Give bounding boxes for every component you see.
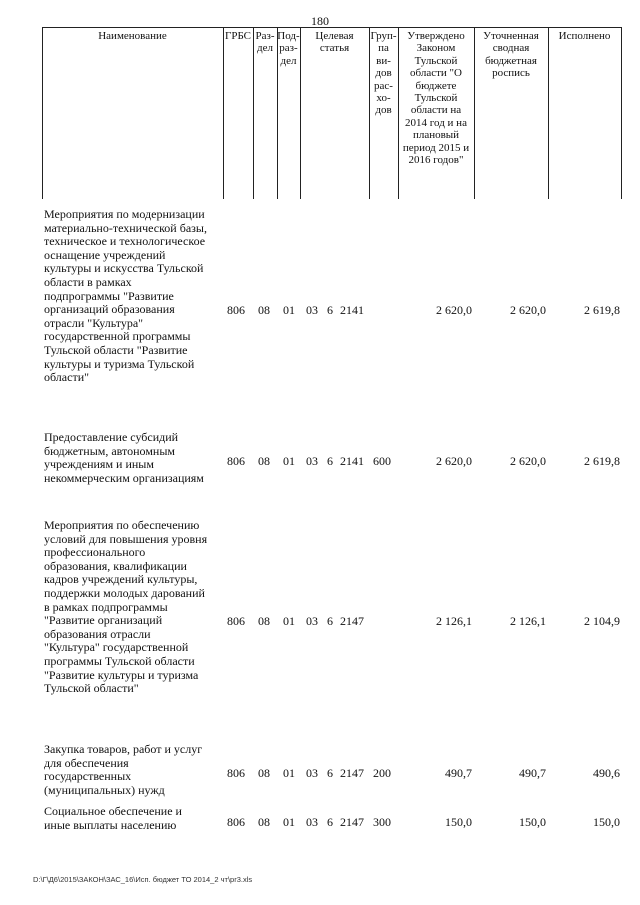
header-top-border bbox=[42, 27, 621, 28]
row-cs-program: 03 bbox=[306, 815, 318, 829]
header-target: Целевая статья bbox=[315, 30, 354, 55]
row-cs-program: 03 bbox=[306, 614, 318, 628]
row-name: Мероприятия по модернизации материально-технической базы, техническое и технологическое оснащение учреждений культуры и искусства Тульской области в рамках подпрограммы "Развитие организаций образования отрасли "Культура" государственной программы Тульской области "Развитие культуры и туризма Тульской области" bbox=[44, 207, 207, 385]
col-divider bbox=[223, 27, 224, 199]
header-group: Груп- па ви- дов рас- хо- дов bbox=[370, 30, 397, 117]
row-grbs: 806 bbox=[227, 303, 245, 317]
header-razdel: Раз- дел bbox=[255, 30, 275, 55]
row-cs-subprogram: 6 bbox=[327, 303, 333, 317]
header-refined: Уточненная сводная бюджетная роспись bbox=[483, 30, 539, 80]
row-refined: 490,7 bbox=[519, 766, 546, 780]
row-refined: 2 620,0 bbox=[510, 303, 546, 317]
row-name: Предоставление субсидий бюджетным, автономным учреждениям и иным некоммерческим организациям bbox=[44, 430, 204, 485]
row-razdel: 08 bbox=[258, 766, 270, 780]
row-cs-subprogram: 6 bbox=[327, 614, 333, 628]
header-executed: Исполнено bbox=[558, 30, 611, 42]
row-refined: 150,0 bbox=[519, 815, 546, 829]
row-cs-code: 2147 bbox=[340, 614, 364, 628]
page-number: 180 bbox=[311, 14, 329, 28]
row-approved: 2 126,1 bbox=[436, 614, 472, 628]
file-path-footer: D:\Г\Д6\2015\ЗАКОН\ЗАС_16\Исп. бюджет ТО 2014_2 чт\pr3.xls bbox=[33, 875, 253, 884]
row-cs-program: 03 bbox=[306, 766, 318, 780]
row-name: Мероприятия по обеспечению условий для повышения уровня профессионального образования, квалификации кадров учреждений культуры, поддержки молодых дарований в рамках подпрограммы "Развитие организаций образования отрасли "Культура" государственной программы Тульской области "Развитие культуры и туризма Тульской области" bbox=[44, 518, 208, 696]
row-podrazdel: 01 bbox=[283, 454, 295, 468]
row-approved: 2 620,0 bbox=[436, 303, 472, 317]
row-executed: 2 619,8 bbox=[584, 454, 620, 468]
row-cs-subprogram: 6 bbox=[327, 766, 333, 780]
row-cs-program: 03 bbox=[306, 454, 318, 468]
row-vr: 200 bbox=[373, 766, 391, 780]
col-divider bbox=[621, 27, 622, 199]
col-divider bbox=[42, 27, 43, 199]
row-vr: 600 bbox=[373, 454, 391, 468]
row-approved: 2 620,0 bbox=[436, 454, 472, 468]
header-name: Наименование bbox=[98, 30, 167, 42]
col-divider bbox=[548, 27, 549, 199]
row-grbs: 806 bbox=[227, 614, 245, 628]
row-cs-subprogram: 6 bbox=[327, 454, 333, 468]
row-podrazdel: 01 bbox=[283, 815, 295, 829]
row-cs-code: 2147 bbox=[340, 766, 364, 780]
row-cs-code: 2147 bbox=[340, 815, 364, 829]
row-approved: 490,7 bbox=[445, 766, 472, 780]
row-executed: 490,6 bbox=[593, 766, 620, 780]
header-approved: Утверждено Законом Тульской области "О бюджете Тульской области на 2014 год и на плановый период 2015 и 2016 годов" bbox=[402, 30, 470, 167]
row-cs-code: 2141 bbox=[340, 454, 364, 468]
row-grbs: 806 bbox=[227, 454, 245, 468]
row-refined: 2 126,1 bbox=[510, 614, 546, 628]
row-vr: 300 bbox=[373, 815, 391, 829]
row-podrazdel: 01 bbox=[283, 614, 295, 628]
row-executed: 2 104,9 bbox=[584, 614, 620, 628]
row-grbs: 806 bbox=[227, 815, 245, 829]
row-cs-program: 03 bbox=[306, 303, 318, 317]
row-approved: 150,0 bbox=[445, 815, 472, 829]
table-header bbox=[42, 27, 621, 199]
header-podrazdel: Под- раз- дел bbox=[277, 30, 300, 67]
row-razdel: 08 bbox=[258, 454, 270, 468]
row-podrazdel: 01 bbox=[283, 303, 295, 317]
row-cs-code: 2141 bbox=[340, 303, 364, 317]
row-executed: 2 619,8 bbox=[584, 303, 620, 317]
row-name: Закупка товаров, работ и услуг для обеспечения государственных (муниципальных) нужд bbox=[44, 742, 203, 797]
row-podrazdel: 01 bbox=[283, 766, 295, 780]
row-executed: 150,0 bbox=[593, 815, 620, 829]
header-grbs: ГРБС bbox=[224, 30, 252, 42]
row-grbs: 806 bbox=[227, 766, 245, 780]
row-cs-subprogram: 6 bbox=[327, 815, 333, 829]
row-name: Социальное обеспечение и иные выплаты населению bbox=[44, 804, 182, 832]
row-refined: 2 620,0 bbox=[510, 454, 546, 468]
row-razdel: 08 bbox=[258, 303, 270, 317]
row-razdel: 08 bbox=[258, 815, 270, 829]
row-razdel: 08 bbox=[258, 614, 270, 628]
